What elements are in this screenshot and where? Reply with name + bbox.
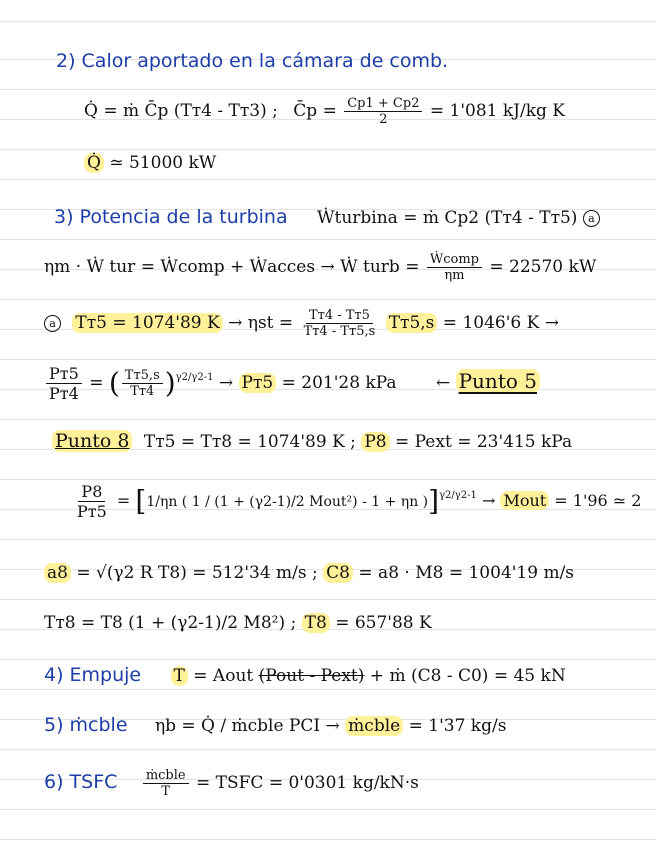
punto-8-row: [52, 430, 572, 453]
c8-symbol: C8: [323, 563, 353, 583]
nozzle-exponent: γ2/γ2-1: [439, 490, 477, 501]
punto-8-temperature-equation: Tт5 = Tт8 = 1074'89 K ;: [143, 432, 356, 452]
heading-tsfc: 6) TSFC: [44, 771, 118, 793]
pt5-value: = 201'28 kPa: [281, 373, 397, 393]
a8-equation: = √(γ2 R T8) = 512'34 m/s ;: [76, 563, 318, 583]
tsfc-denominator: T: [161, 784, 171, 799]
heat-result-row: [84, 152, 216, 174]
pressure-ratio-exponent: γ2/γ2-1: [175, 372, 214, 383]
tsfc-fraction: [143, 768, 189, 799]
pressure-ratio-fraction: [46, 364, 82, 403]
heading-empuje: 4) Empuje: [44, 664, 142, 686]
w-turb-numerator: Ẇcomp: [427, 252, 482, 268]
a8-symbol: a8: [44, 563, 71, 583]
tsfc-equation: = TSFC = 0'0301 kg/kN·s: [196, 773, 419, 793]
cp-mean-fraction: [344, 96, 422, 127]
t8-value: = 657'88 K: [335, 613, 432, 633]
mout-value: = 1'96 ≃ 2: [554, 491, 642, 510]
mechanical-balance-equation: ηm · Ẇ tur = Ẇcomp + Ẇacces →: [44, 257, 335, 277]
thrust-equation-pressure-term: (Pout - Pext): [258, 666, 365, 686]
eta-st-numerator: Tт4 - Tт5: [306, 308, 373, 324]
cp-mean-lhs: C̄p =: [293, 101, 337, 121]
thrust-row: [44, 664, 566, 687]
pt5-symbol: Pт5: [239, 373, 277, 393]
eta-st-fraction: [301, 308, 379, 339]
turbine-power-equation: Ẇturbina = ṁ Cp2 (Tт4 - Tт5): [317, 208, 578, 228]
nozzle-pressure-denominator: Pт5: [77, 502, 107, 521]
isentropic-efficiency-row: [44, 308, 559, 339]
heat-result: ≃ 51000 kW: [109, 153, 217, 173]
punto-5-label: Punto 5: [456, 369, 540, 393]
cp-mean-denominator: 2: [379, 112, 388, 127]
heat-equation: Q̇ = ṁ C̄p (Tт4 - Tт3) ;: [84, 101, 278, 121]
nozzle-pressure-fraction: [74, 482, 110, 521]
mcble-value: = 1'37 kg/s: [408, 716, 507, 736]
w-turb-denominator: ηm: [444, 268, 465, 283]
t8-symbol: T8: [302, 613, 330, 633]
circled-mark-a: a: [583, 210, 600, 227]
heading-potencia-turbina: 3) Potencia de la turbina: [54, 206, 288, 228]
nozzle-pressure-row: $\frac{P8}{Pт5}$ = [1/ηn ( 1 / (1 + (γ2-1)/2 Mout²) - 1 + ηn )]$^{\gamma 2/\gamma 2-1}$ → Mout = 1'96 ≃ 2: [72, 482, 641, 521]
q-dot-symbol: Q̇: [84, 153, 104, 173]
temperature-ratio-numerator: Tт5,s: [122, 368, 163, 384]
pressure-ratio-row: $\frac{Pт5}{Pт4}$ = ( $\frac{Tт5,s}{Tт4}$ )$^{\gamma 2/\gamma 2-1}$ → Pт5 = 201'28 kPa ← Punto 5: [44, 364, 540, 403]
cp-mean-numerator: Cp1 + Cp2: [344, 96, 422, 112]
nozzle-bracket-expression: 1/ηn ( 1 / (1 + (γ2-1)/2 Mout²) - 1 + ηn ): [146, 494, 429, 510]
circled-mark-a-2: a: [44, 315, 61, 332]
tt5s-value: = 1046'6 K →: [442, 313, 559, 333]
sound-speed-row: [44, 562, 574, 584]
temperature-ratio-fraction: [122, 368, 163, 399]
cp-mean-result: = 1'081 kJ/kg K: [429, 101, 566, 121]
pressure-ratio-denominator: Pт4: [49, 384, 79, 403]
tsfc-row: [44, 768, 419, 799]
eta-st-lhs: → ηst =: [228, 313, 294, 333]
eta-st-denominator: Tт4 - Tт5,s: [303, 324, 376, 339]
w-turb-fraction: [427, 252, 482, 283]
heading-calor-aportado: 2) Calor aportado en la cámara de comb.: [56, 50, 449, 72]
fuel-flow-row: [44, 714, 506, 737]
turbine-power-row: [54, 206, 600, 229]
mechanical-balance-row: [44, 252, 596, 283]
tt5s-symbol: Tт5,s: [386, 313, 438, 333]
nozzle-pressure-numerator: P8: [78, 482, 105, 502]
p8-symbol: P8: [361, 432, 389, 452]
c8-equation: = a8 · M8 = 1004'19 m/s: [358, 563, 575, 583]
temperature-ratio-denominator: Tт4: [130, 384, 155, 399]
burner-efficiency-equation: ηb = Q̇ / ṁcble PCI →: [154, 716, 340, 736]
tsfc-numerator: ṁcble: [143, 768, 189, 784]
p8-equation: = Pext = 23'415 kPa: [394, 432, 573, 452]
static-temperature-row: [44, 612, 432, 634]
mcble-symbol: ṁcble: [345, 716, 403, 736]
w-turb-result: = 22570 kW: [489, 257, 597, 277]
mout-symbol: Mout: [500, 491, 549, 510]
thrust-symbol: T: [171, 666, 188, 686]
w-turb-lhs: Ẇ turb =: [340, 257, 420, 277]
thrust-equation-a: = Aout: [193, 666, 254, 686]
static-temperature-equation: Tт8 = T8 (1 + (γ2-1)/2 M8²) ;: [44, 613, 297, 633]
pressure-ratio-numerator: Pт5: [46, 364, 82, 384]
tt5-value: Tт5 = 1074'89 K: [72, 313, 222, 333]
punto-8-label: Punto 8: [52, 430, 132, 452]
heat-equation-row: [84, 96, 565, 127]
thrust-equation-c: + ṁ (C8 - C0) = 45 kN: [369, 666, 566, 686]
heading-fuel-flow: 5) ṁcble: [44, 714, 128, 736]
